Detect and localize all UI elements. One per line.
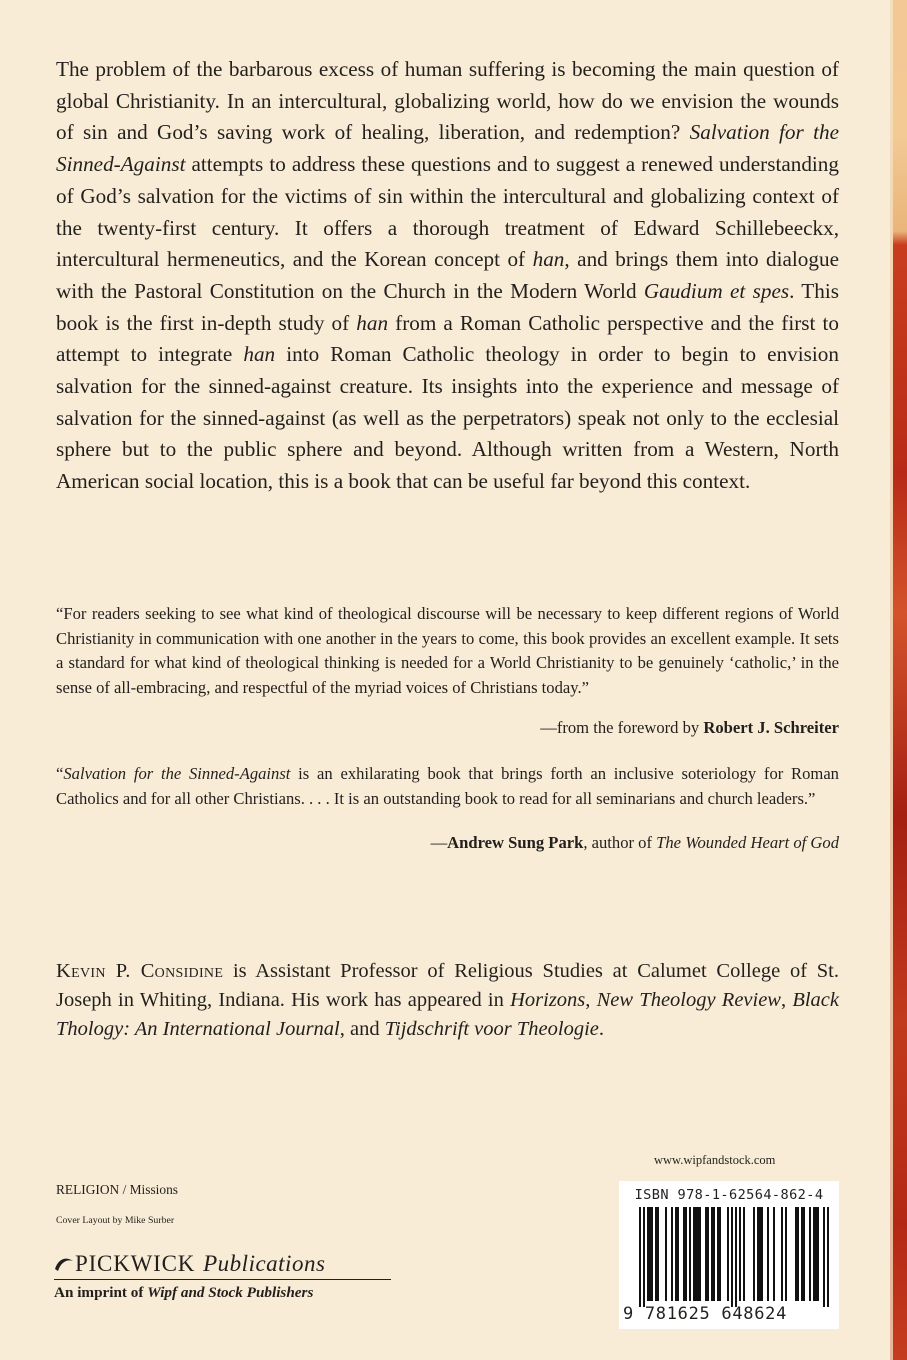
barcode-bar xyxy=(717,1207,719,1301)
barcode-bar xyxy=(705,1207,707,1301)
barcode-bar xyxy=(767,1207,769,1301)
imprint-prefix: An imprint of xyxy=(54,1284,148,1302)
barcode-bar xyxy=(643,1207,645,1307)
barcode-bar xyxy=(655,1207,657,1301)
barcode-bar xyxy=(801,1207,803,1301)
ean-digits: 9 781625 648624 xyxy=(623,1304,788,1324)
bio-journal-2: New Theology Review xyxy=(596,989,781,1011)
barcode-bar xyxy=(773,1207,775,1301)
bio-text-1: is Assistant Professor of Religious Studies at Calumet College of St. Joseph in Whiting, Indiana. His work has appeared in xyxy=(56,960,839,1011)
barcode-bar xyxy=(781,1207,783,1301)
publisher-divider xyxy=(54,1279,391,1280)
book-description xyxy=(56,54,839,498)
author-bio xyxy=(56,957,839,1044)
barcode-bar xyxy=(719,1207,721,1301)
bio-text-4: , and xyxy=(339,1018,385,1040)
blurb-text-2: attempts to address these questions and to suggest a renewed understanding of God’s salvation for the victims of sin within the intercultural and globalizing context of the twenty-first century. It offers a thorough treatment of Edward Schillebeeckx, intercultural hermeneutics, and the Korean concept of xyxy=(56,152,839,272)
barcode-bar xyxy=(677,1207,679,1301)
attribution-1-name: Robert J. Schreiter xyxy=(703,718,839,737)
barcode-bar xyxy=(693,1207,695,1301)
barcode-bar xyxy=(651,1207,653,1301)
barcode-bar xyxy=(761,1207,763,1301)
bio-journal-3: Black Thology: An International Journal xyxy=(56,989,840,1040)
barcode-bar xyxy=(711,1207,713,1301)
swoosh-icon xyxy=(54,1255,74,1273)
barcode-bar xyxy=(797,1207,799,1301)
barcode-bar xyxy=(753,1207,755,1301)
isbn-label: ISBN 978-1-62564-862-4 xyxy=(634,1187,824,1203)
barcode-bar xyxy=(827,1207,829,1307)
attribution-1-prefix: —from the foreword by xyxy=(540,718,704,737)
quote-2-open-mark: “ xyxy=(56,764,64,783)
endorsement-attribution-1 xyxy=(540,716,839,740)
publisher-name-line xyxy=(54,1250,394,1278)
publisher-website[interactable]: www.wipfandstock.com xyxy=(654,1153,776,1167)
quote-2-text: is an exhilarating book that brings forth an inclusive soteriology for Roman Catholics and for all other Christians. . . . It is an outstanding book to read for all seminarians and church leaders.” xyxy=(56,764,839,808)
bio-text-5: . xyxy=(598,1018,604,1040)
barcode-bar xyxy=(759,1207,761,1301)
barcode-bar xyxy=(803,1207,805,1301)
barcode-bar xyxy=(639,1207,641,1307)
endorsement-attribution-2 xyxy=(431,831,839,855)
blurb-text-1: The problem of the barbarous excess of human suffering is becoming the main question of global Christianity. In an intercultural, globalizing world, how do we envision the wounds of sin and God’s saving work of healing, liberation, and redemption? xyxy=(56,57,839,145)
attribution-2-dash: — xyxy=(430,833,448,852)
attribution-2-book: The Wounded Heart of God xyxy=(656,833,839,852)
barcode-bar xyxy=(683,1207,685,1301)
barcode-bar xyxy=(795,1207,797,1301)
barcode-bar xyxy=(757,1207,759,1301)
barcode-bar xyxy=(817,1207,819,1301)
publisher-name-italic: Publications xyxy=(203,1251,326,1276)
quote-2-book-title: Salvation for the Sinned-Against xyxy=(63,764,291,783)
blurb-text-3: , and brings them into dialogue with the Pastoral Constitution on the Church in the Modern World xyxy=(56,247,839,303)
blurb-gaudium-et-spes: Gaudium et spes xyxy=(643,278,790,303)
barcode-bar xyxy=(685,1207,687,1301)
barcode-bar xyxy=(813,1207,815,1301)
subject-category: RELIGION / Missions xyxy=(56,1182,179,1197)
barcode-bar xyxy=(665,1207,667,1301)
endorsement-quote-1: “For readers seeking to see what kind of theological discourse will be necessary to keep different regions of World Christianity in communication with one another in the years to come, this book provides an excellent example. It sets a standard for what kind of theological thinking is needed for a World Christianity to be genuinely ‘catholic,’ in the sense of all-embracing, and respectful of the myriad voices of Christians today.” xyxy=(56,604,839,697)
barcode-bar xyxy=(699,1207,701,1301)
blurb-text-4: . This book is the first in-depth study of xyxy=(56,278,839,335)
barcode-bar xyxy=(731,1207,733,1307)
barcode-bar xyxy=(809,1207,811,1301)
attribution-2-mid: , author of xyxy=(583,833,657,852)
barcode-bar xyxy=(671,1207,673,1301)
blurb-text-6: into Roman Catholic theology in order to begin to envision salvation for the sinned-against creature. Its insights into the experience and message of salvation for the sinned-against (as well as the perpetrators) speak not only to the ecclesial sphere but to the public sphere and beyond. Although written from a Western, North American social location, this is a book that can be useful far beyond this context. xyxy=(56,342,839,494)
blurb-book-title: Salvation for the Sinned-Against xyxy=(56,120,839,177)
barcode-bar xyxy=(785,1207,787,1301)
barcode-bar xyxy=(697,1207,699,1301)
barcode-bar xyxy=(743,1207,745,1301)
barcode-bar xyxy=(735,1207,737,1307)
author-name: Kevin P. Considine xyxy=(56,960,224,982)
barcode-bar xyxy=(713,1207,715,1301)
bio-journal-1: Horizons xyxy=(510,989,586,1011)
publisher-name: PICKWICK xyxy=(75,1251,196,1276)
bio-text-3: , xyxy=(781,989,793,1011)
barcode-bar xyxy=(657,1207,659,1301)
decorative-edge-strip xyxy=(893,0,907,1360)
blurb-text-5: from a Roman Catholic perspective and the first to attempt to integrate xyxy=(56,310,839,367)
attribution-2-name: Andrew Sung Park xyxy=(447,833,584,852)
barcode-bar xyxy=(649,1207,651,1301)
barcode-bar xyxy=(689,1207,691,1301)
endorsement-quote-2 xyxy=(56,762,839,811)
publisher-logo xyxy=(54,1250,394,1302)
barcode-bar xyxy=(727,1207,729,1301)
barcode-bar xyxy=(739,1207,741,1301)
blurb-han-3: han xyxy=(243,342,276,367)
bio-journal-4: Tijdschrift voor Theologie xyxy=(384,1018,599,1040)
barcode-bar xyxy=(815,1207,817,1301)
barcode-bar xyxy=(823,1207,825,1307)
imprint-name: Wipf and Stock Publishers xyxy=(147,1284,314,1302)
publisher-imprint xyxy=(54,1284,394,1302)
blurb-han-2: han xyxy=(356,310,389,335)
barcode-bar xyxy=(695,1207,697,1301)
bio-text-2: , xyxy=(585,989,597,1011)
cover-credit: Cover Layout by Mike Surber xyxy=(56,1215,175,1226)
isbn-barcode xyxy=(619,1181,839,1329)
barcode-bar xyxy=(707,1207,709,1301)
blurb-han-1: han xyxy=(532,247,565,272)
barcode-bar xyxy=(675,1207,677,1301)
barcode-bar xyxy=(647,1207,649,1301)
